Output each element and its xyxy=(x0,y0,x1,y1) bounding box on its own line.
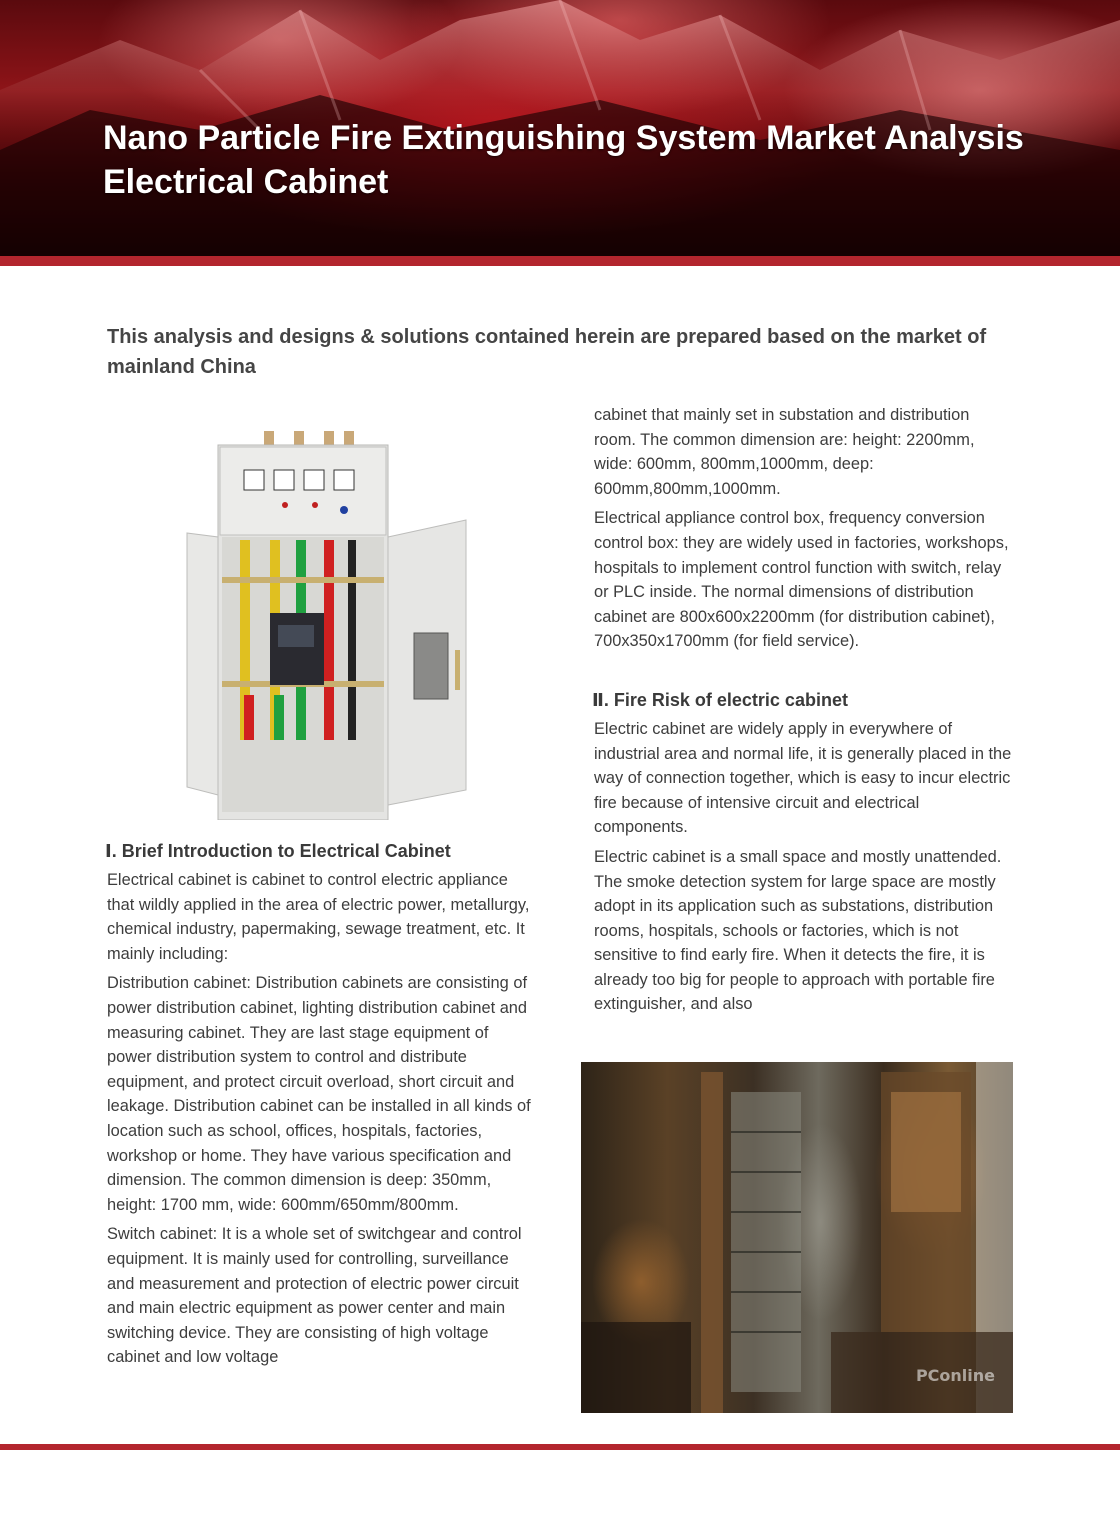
right-column xyxy=(594,403,1014,1022)
header-banner xyxy=(0,0,1120,258)
section-2-paragraph-1: Electric cabinet are widely apply in everywhere of industrial area and normal life, it is generally placed in the way of connection together, which is easy to incur electric fire because of intensive circuit and electrical components. xyxy=(594,719,1012,837)
footer-divider xyxy=(0,1444,1120,1450)
section-1-heading: Ⅰ. Brief Introduction to Electrical Cabinet xyxy=(105,841,451,861)
section-2-paragraph-2: Electric cabinet is a small space and mostly unattended. The smoke detection system for large space are mostly adopt in its application such as substations, distribution rooms, hospitals, schools or factories, which is not sensitive to find early fire. When it detects the fire, it is already too big for people to approach with portable fire extinguisher, and also xyxy=(594,847,1002,1014)
title-line-1: Nano Particle Fire Extinguishing System Market Analysis xyxy=(103,119,1024,157)
section-1-paragraph-2: Distribution cabinet: Distribution cabinets are consisting of power distribution cabinet, lighting distribution cabinet and measuring cabinet. They are last stage equipment of power distribution system to control and distribute equipment, and protect circuit overload, short circuit and leakage. Distribution cabinet can be installed in all kinds of location such as school, offices, hospitals, factories, workshop or home. They have various specification and dimension. The common dimension is deep: 350mm, height: 1700 mm, wide: 600mm/650mm/800mm. xyxy=(107,974,531,1214)
section-2-heading: Ⅱ. Fire Risk of electric cabinet xyxy=(592,689,848,710)
electrical-cabinet-photo xyxy=(182,425,472,820)
section-1-continued-1: cabinet that mainly set in substation and distribution room. The common dimension are: height: 2200mm, wide: 600mm, 800mm,1000mm, deep: 600mm,800mm,1000mm. xyxy=(594,406,975,498)
title-line-2: Electrical Cabinet xyxy=(103,163,389,201)
section-1-intro xyxy=(107,838,537,1375)
page-title xyxy=(103,116,1024,204)
intro-statement: This analysis and designs & solutions contained herein are prepared based on the market of mainland China xyxy=(107,326,987,378)
burned-cabinet-photo xyxy=(581,1062,1013,1413)
section-1-paragraph-3: Switch cabinet: It is a whole set of switchgear and control equipment. It is mainly used for controlling, surveillance and measurement and protection of electric power circuit and main electric equipment as power center and main switching device. They are consisting of high voltage cabinet and low voltage xyxy=(107,1225,522,1367)
section-1-continued-2: Electrical appliance control box, frequency conversion control box: they are widely used in factories, workshops, hospitals to implement control function with switch, relay or PLC inside. The normal dimensions of distribution cabinet are 800x600x2200mm (for distribution cabinet), 700x350x1700mm (for field service). xyxy=(594,509,1009,651)
banner-divider xyxy=(0,256,1120,266)
section-1-paragraph-1: Electrical cabinet is cabinet to control electric appliance that wildly applied in the area of electric power, metallurgy, chemical industry, papermaking, sewage treatment, etc. It mainly including: xyxy=(107,871,530,963)
photo-watermark: PConline xyxy=(915,1366,995,1385)
